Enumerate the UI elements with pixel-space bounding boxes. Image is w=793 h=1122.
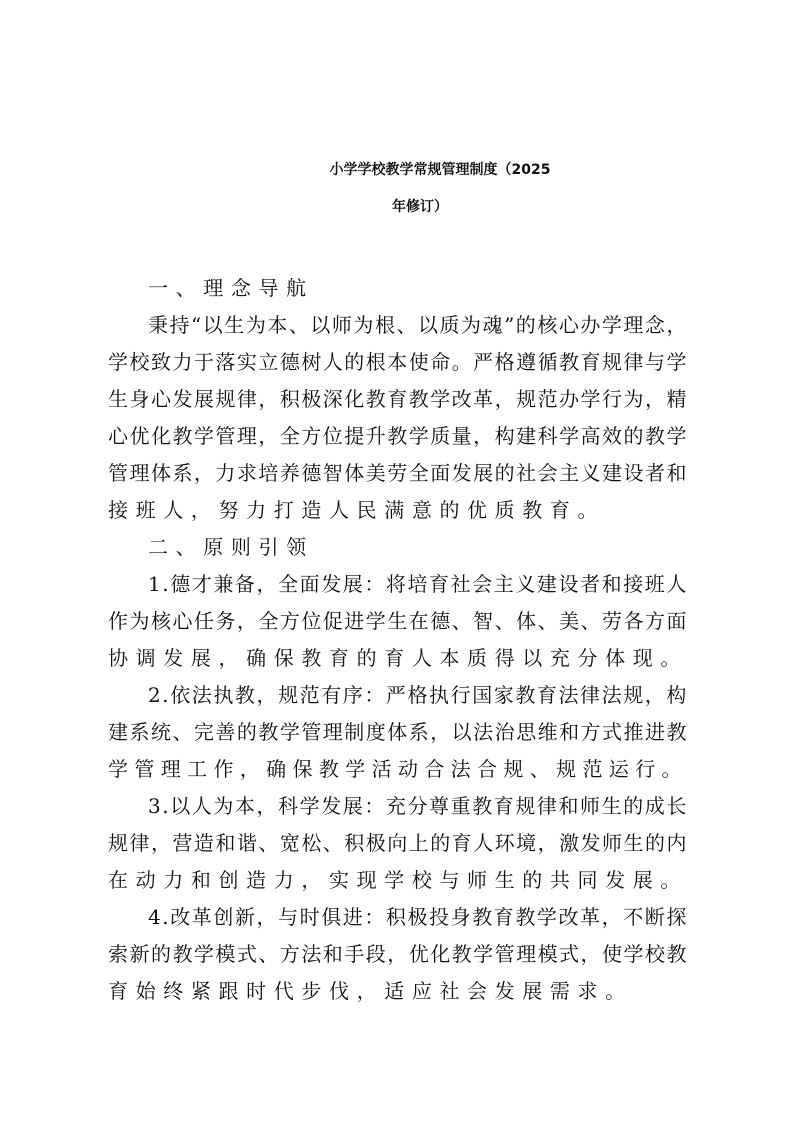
text-line: 2.依法执教，规范有序：严格执行国家教育法律法规，构 — [148, 683, 688, 707]
text-line: 接班人，努力打造人民满意的优质教育。 — [108, 498, 606, 522]
text-line: 管理体系，力求培养德智体美劳全面发展的社会主义建设者和 — [108, 461, 688, 485]
paragraph — [108, 899, 688, 1010]
title-line-2: 年修订） — [392, 199, 448, 215]
text-line: 秉持“以生为本、以师为根、以质为魂”的核心办学理念， — [148, 313, 688, 337]
text-line: 二、原则引领 — [148, 535, 314, 559]
text-line: 1.德才兼备，全面发展：将培育社会主义建设者和接班人 — [148, 572, 688, 596]
text-line: 生身心发展规律，积极深化教育教学改革，规范办学行为，精 — [108, 387, 688, 411]
paragraph — [108, 788, 688, 899]
section-heading — [108, 270, 688, 307]
title-line-1: 小学学校教学常规管理制度（2025 — [329, 162, 551, 178]
text-line: 在动力和创造力，实现学校与师生的共同发展。 — [108, 868, 689, 892]
text-line: 学管理工作，确保教学活动合法合规、规范运行。 — [108, 757, 688, 781]
text-line: 索新的教学模式、方法和手段，优化教学管理模式，使学校教 — [108, 942, 688, 966]
text-line: 心优化教学管理，全方位提升教学质量，构建科学高效的教学 — [108, 424, 688, 448]
text-line: 规律，营造和谐、宽松、积极向上的育人环境，激发师生的内 — [108, 831, 688, 855]
paragraph — [108, 307, 688, 529]
text-line: 学校致力于落实立德树人的根本使命。严格遵循教育规律与学 — [108, 350, 688, 374]
text-line: 一、理念导航 — [148, 276, 314, 300]
text-line: 4.改革创新，与时俱进：积极投身教育教学改革，不断探 — [148, 905, 688, 929]
paragraph — [108, 677, 688, 788]
text-line: 协调发展，确保教育的育人本质得以充分体现。 — [108, 646, 689, 670]
text-line: 3.以人为本，科学发展：充分尊重教育规律和师生的成长 — [148, 794, 688, 818]
document-body — [108, 270, 688, 1010]
text-line: 作为核心任务，全方位促进学生在德、智、体、美、劳各方面 — [108, 609, 688, 633]
document-title — [100, 152, 740, 226]
paragraph — [108, 566, 688, 677]
text-line: 建系统、完善的教学管理制度体系，以法治思维和方式推进教 — [108, 720, 688, 744]
text-line: 育始终紧跟时代步伐，适应社会发展需求。 — [108, 979, 633, 1003]
section-heading — [108, 529, 688, 566]
